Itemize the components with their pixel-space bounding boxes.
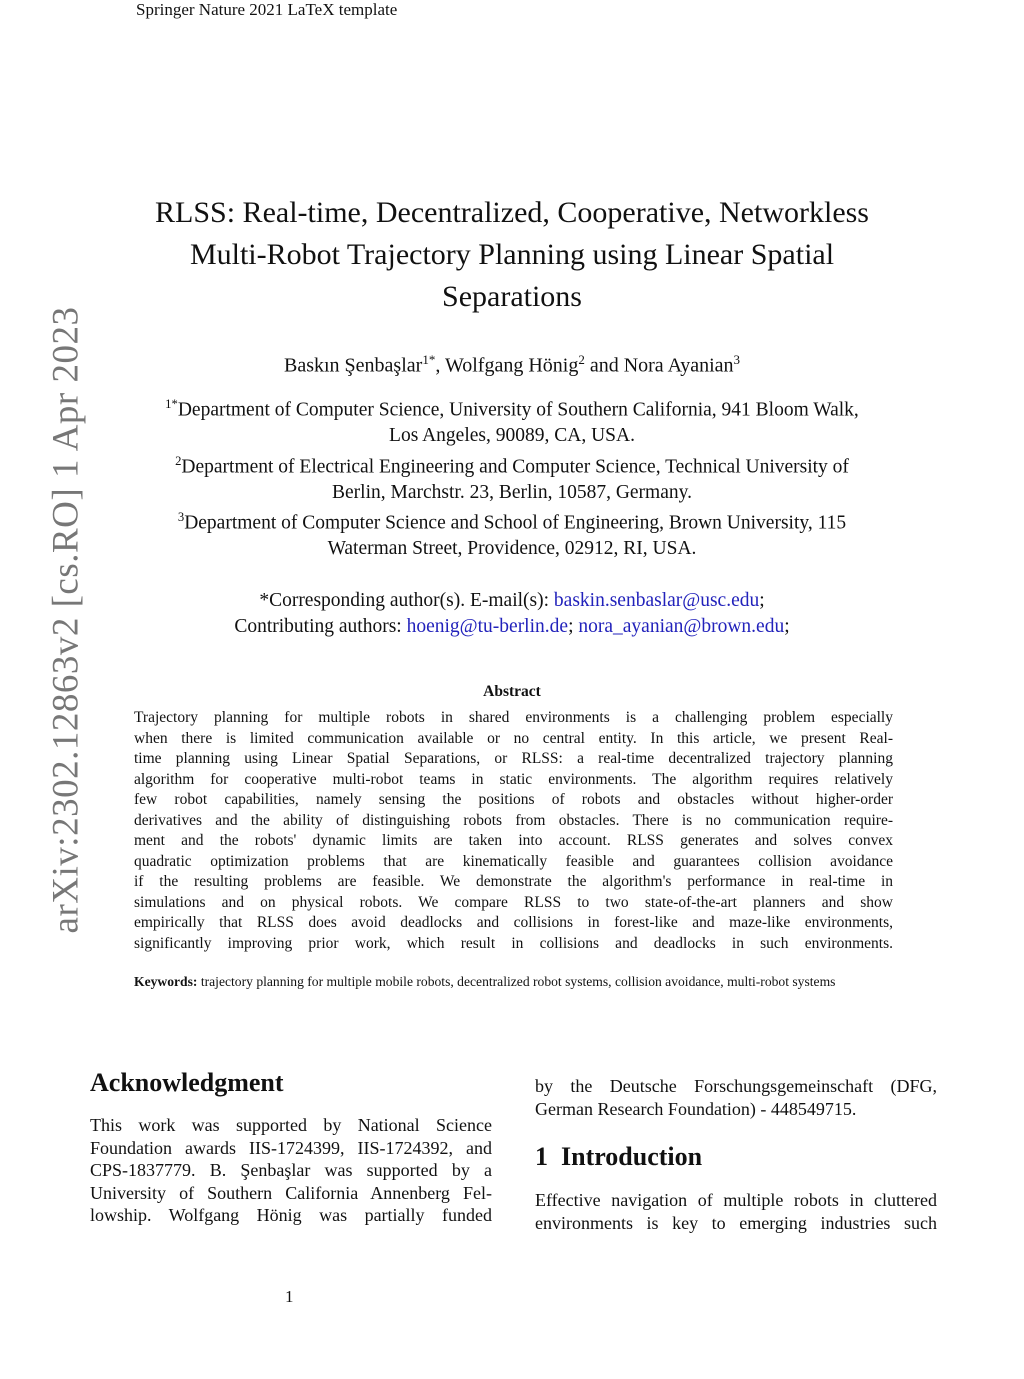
affiliations: [0, 392, 1024, 562]
running-header: Springer Nature 2021 LaTeX template: [136, 0, 398, 19]
keywords-text: trajectory planning for multiple mobile robots, decentralized robot systems, collision avoidance, multi-robot systems: [197, 974, 836, 989]
text-line: environments is key to emerging industries such: [535, 1212, 937, 1233]
abstract-heading: Abstract: [483, 683, 541, 700]
affiliation-sup: 1*: [165, 397, 178, 411]
text-line: Effective navigation of multiple robots in cluttered: [535, 1190, 937, 1210]
keywords-label: Keywords:: [134, 974, 198, 989]
punct: ;: [784, 616, 790, 637]
abstract-line: time planning using Linear Spatial Separations, or RLSS: a real-time decentralized trajectory planning: [134, 750, 893, 767]
title-line: RLSS: Real-time, Decentralized, Cooperative, Networkless: [155, 196, 869, 229]
abstract-line: few robot capabilities, namely sensing the positions of robots and obstacles without higher-order: [134, 791, 893, 808]
section-number: 1: [535, 1142, 548, 1171]
section-title: Introduction: [561, 1142, 703, 1171]
affiliation: [0, 449, 1024, 480]
text-line: Foundation awards IIS-1724399, IIS-1724392, and: [90, 1137, 492, 1158]
author-name: and Nora Ayanian: [584, 354, 734, 377]
corr-label: *Corresponding author(s). E-mail(s):: [259, 590, 554, 611]
contrib-label: Contributing authors:: [234, 616, 407, 637]
acknowledgment-body: [90, 1114, 492, 1227]
affiliation-text: Department of Computer Science and School of Engineering, Brown University, 115: [184, 512, 847, 534]
email-link[interactable]: nora_ayanian@brown.edu: [578, 616, 785, 637]
author-list: [0, 352, 1024, 378]
author-sup: 1*: [422, 352, 436, 367]
email-link[interactable]: baskin.senbaslar@usc.edu: [553, 590, 760, 611]
affiliation-text: Department of Computer Science, University of Southern California, 941 Bloom Walk,: [177, 399, 859, 421]
affiliation-text: Waterman Street, Providence, 02912, RI, USA.: [327, 538, 697, 559]
abstract-line: significantly improving prior work, which result in collisions and deadlocks in such environments.: [134, 934, 893, 952]
acknowledgment-continued: [535, 1075, 937, 1120]
page-number: 1: [285, 1287, 294, 1306]
text-line: This work was supported by National Science: [90, 1115, 492, 1135]
affiliation: [0, 505, 1024, 536]
text-line: German Research Foundation) - 448549715.: [535, 1098, 857, 1119]
affiliation-sup: 2: [175, 453, 182, 468]
title-line: Separations: [442, 280, 582, 313]
abstract-line: simulations and on physical robots. We compare RLSS to two state-of-the-art planners and show: [134, 893, 893, 911]
introduction-body: [535, 1189, 937, 1234]
introduction-heading: [535, 1142, 702, 1172]
email-link[interactable]: hoenig@tu-berlin.de: [406, 616, 569, 637]
punct: ;: [568, 616, 579, 637]
abstract-line: if the resulting problems are feasible. We demonstrate the algorithm's performance in real-time in: [134, 873, 893, 890]
author-name: Baskın Şenbaşlar: [284, 354, 423, 377]
abstract-line: quadratic optimization problems that are kinematically feasible and guarantees collision avoidance: [134, 852, 893, 870]
abstract-line: when there is limited communication available or no central entity. In this article, we present Real-: [134, 729, 893, 747]
author-sup: 3: [733, 352, 740, 367]
acknowledgment-heading: Acknowledgment: [90, 1068, 284, 1097]
abstract-line: ment and the robots' dynamic limits are taken into account. RLSS generates and solves convex: [134, 832, 893, 849]
arxiv-identifier: arXiv:2302.12863v2 [cs.RO] 1 Apr 2023: [45, 306, 87, 934]
affiliation-text: Department of Electrical Engineering and Computer Science, Technical University of: [181, 456, 849, 477]
correspondence: [0, 588, 1024, 640]
paper-title: [0, 192, 1024, 318]
abstract-line: Trajectory planning for multiple robots in shared environments is a challenging problem especially: [134, 709, 893, 726]
text-line: by the Deutsche Forschungsgemeinschaft (DFG,: [535, 1076, 937, 1096]
affiliation-text: Berlin, Marchstr. 23, Berlin, 10587, Germany.: [332, 481, 692, 503]
author-sup: 2: [578, 352, 585, 367]
punct: ;: [759, 590, 765, 611]
abstract-line: algorithm for cooperative multi-robot teams in static environments. The algorithm requires relatively: [134, 770, 893, 788]
title-line: Multi-Robot Trajectory Planning using Linear Spatial: [189, 238, 835, 271]
affiliation-sup: 3: [177, 510, 185, 524]
affiliation: [0, 392, 1024, 423]
keywords: [134, 973, 893, 991]
text-line: CPS-1837779. B. Şenbaşlar was supported by a: [90, 1160, 492, 1181]
abstract-line: empirically that RLSS does avoid deadlocks and collisions in forest-like and maze-like environments,: [134, 914, 893, 931]
text-line: lowship. Wolfgang Hönig was partially funded: [90, 1205, 492, 1226]
abstract-line: derivatives and the ability of distinguishing robots from obstacles. There is no communication require-: [134, 811, 893, 829]
affiliation-text: Los Angeles, 90089, CA, USA.: [389, 425, 635, 446]
author-name: , Wolfgang Hönig: [435, 354, 579, 377]
text-line: University of Southern California Annenberg Fel-: [90, 1182, 492, 1203]
